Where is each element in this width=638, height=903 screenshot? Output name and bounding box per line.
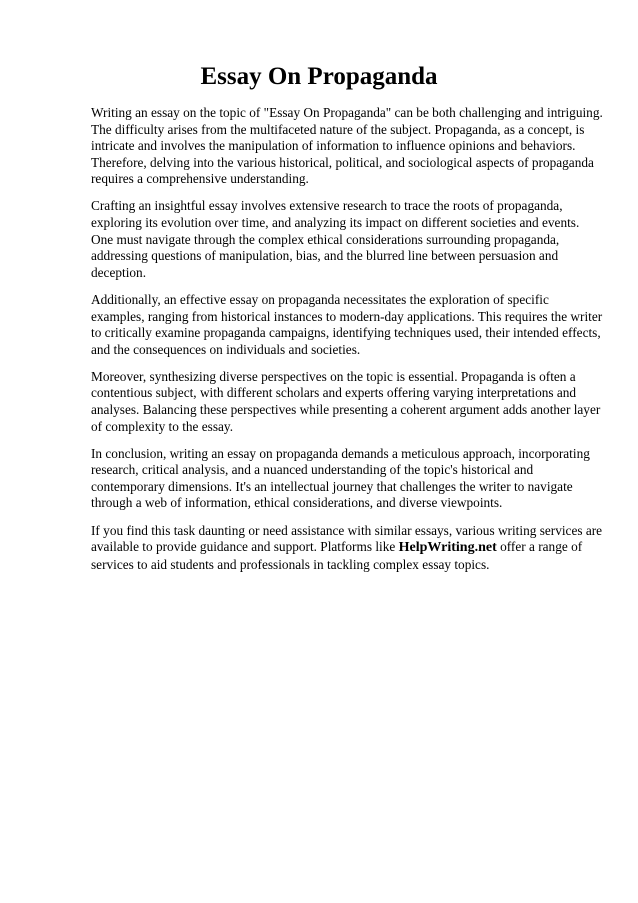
paragraph-services [91, 523, 603, 574]
paragraph-examples: Additionally, an effective essay on propaganda necessitates the exploration of specific examples, ranging from historical instances to modern-day applications. This requires the writer to critically examine propaganda campaigns, identifying techniques used, their intended effects, and the consequences on individuals and societies. [91, 291, 603, 357]
paragraph-intro: Writing an essay on the topic of "Essay On Propaganda" can be both challenging and intriguing. The difficulty arises from the multifaceted nature of the subject. Propaganda, as a concept, is intricate and involves the manipulation of information to influence opinions and behaviors. Therefore, delving into the various historical, political, and sociological aspects of propaganda requires a comprehensive understanding. [91, 105, 603, 187]
paragraph-perspectives: Moreover, synthesizing diverse perspectives on the topic is essential. Propaganda is often a contentious subject, with different scholars and experts offering varying interpretations and analyses. Balancing these perspectives while presenting a coherent argument adds another layer of complexity to the essay. [91, 368, 601, 434]
essay-body [91, 105, 603, 584]
paragraph-conclusion: In conclusion, writing an essay on propaganda demands a meticulous approach, incorporating research, critical analysis, and a nuanced understanding of the topic's historical and contemporary dimensions. It's an intellectual journey that challenges the writer to navigate through a web of information, ethical considerations, and diverse viewpoints. [91, 445, 590, 511]
helpwriting-link[interactable]: HelpWriting.net [398, 540, 497, 556]
services-text-before: If you find this task daunting or need assistance with similar essays, various writing services are available to provide guidance and support. Platforms like [91, 522, 603, 555]
services-text-after: offer a range of services to aid students and professionals in tackling complex essay topics. [91, 539, 583, 572]
paragraph-research: Crafting an insightful essay involves extensive research to trace the roots of propaganda, exploring its evolution over time, and analyzing its impact on different societies and events. One must navigate through the complex ethical considerations surrounding propaganda, addressing questions of manipulation, bias, and the blurred line between persuasion and deception. [91, 198, 580, 280]
page-title: Essay On Propaganda [200, 63, 438, 90]
